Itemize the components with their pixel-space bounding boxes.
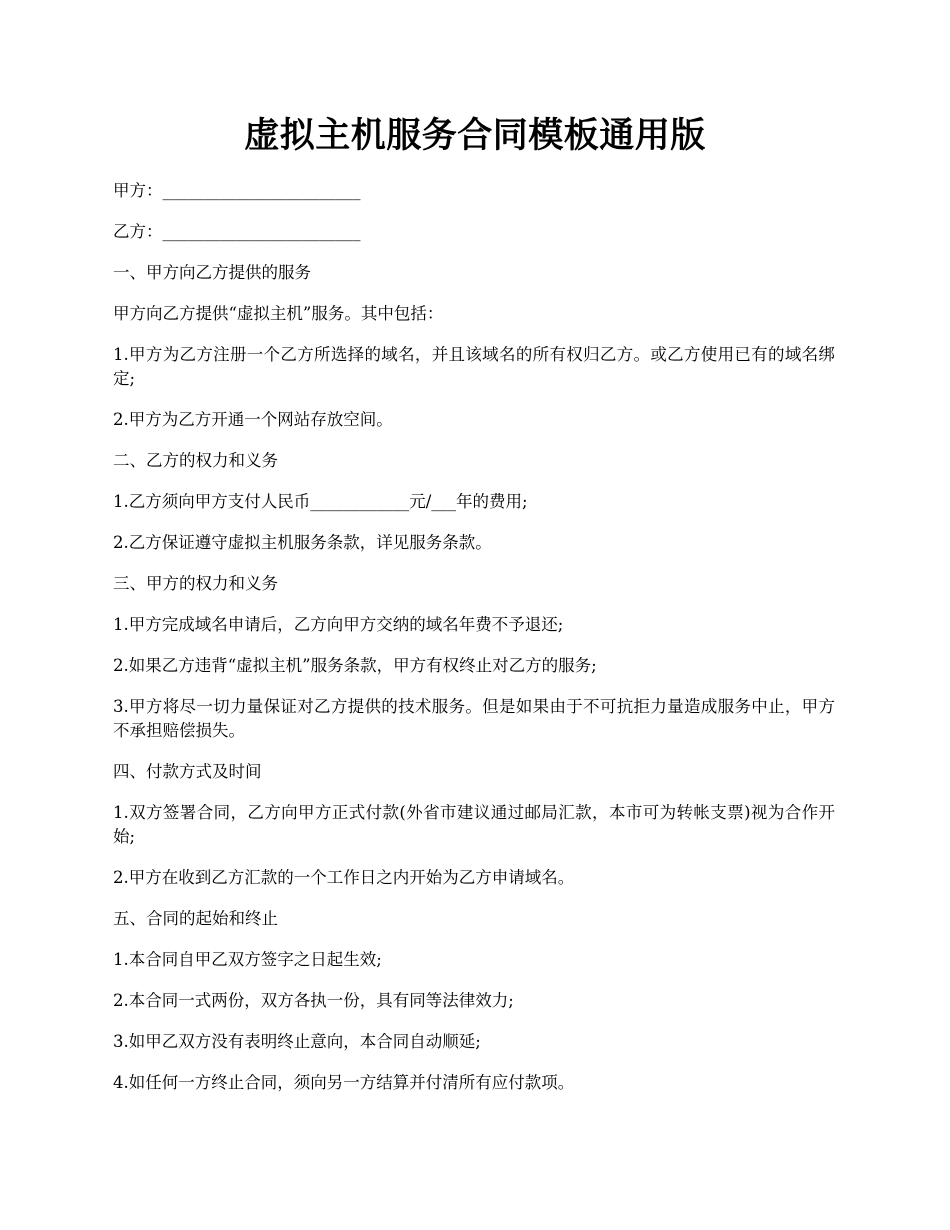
clause-3-2: 2.如果乙方违背“虚拟主机”服务条款，甲方有权终止对乙方的服务;	[113, 656, 597, 675]
section-heading-2: 二、乙方的权力和义务	[113, 451, 278, 470]
clause-4-2: 2.甲方在收到乙方汇款的一个工作日之内开始为乙方申请域名。	[113, 868, 575, 887]
clause-4-1: 1.双方签署合同，乙方向甲方正式付款(外省市建议通过邮局汇款，本市可为转帐支票)视为合作开始;	[113, 803, 835, 846]
clause-5-4: 4.如任何一方终止合同，须向另一方结算并付清所有应付款项。	[113, 1073, 575, 1092]
clause-3-1: 1.甲方完成域名申请后，乙方向甲方交纳的域名年费不予退还;	[113, 615, 564, 634]
document-title: 虚拟主机服务合同模板通用版	[244, 115, 706, 156]
party-a-line: 甲方：________________________	[113, 181, 361, 200]
clause-5-2: 2.本合同一式两份，双方各执一份，具有同等法律效力;	[113, 991, 514, 1010]
section-heading-1: 一、甲方向乙方提供的服务	[113, 263, 311, 282]
clause-3-3: 3.甲方将尽一切力量保证对乙方提供的技术服务。但是如果由于不可抗拒力量造成服务中止，甲方不承担赔偿损失。	[113, 697, 835, 740]
clause-5-1: 1.本合同自甲乙双方签字之日起生效;	[113, 950, 382, 969]
clause-1-2: 2.甲方为乙方开通一个网站存放空间。	[113, 410, 393, 429]
section-heading-5: 五、合同的起始和终止	[113, 909, 278, 928]
clause-2-1: 1.乙方须向甲方支付人民币____________元/___年的费用;	[113, 492, 528, 511]
clause-1-1: 1.甲方为乙方注册一个乙方所选择的域名，并且该域名的所有权归乙方。或乙方使用已有的域名绑定;	[113, 345, 835, 388]
clause-2-2: 2.乙方保证遵守虚拟主机服务条款，详见服务条款。	[113, 533, 492, 552]
party-b-line: 乙方：________________________	[113, 222, 361, 241]
paragraph: 甲方向乙方提供“虚拟主机”服务。其中包括：	[113, 304, 444, 323]
document-body	[113, 179, 835, 1112]
section-heading-3: 三、甲方的权力和义务	[113, 574, 278, 593]
section-heading-4: 四、付款方式及时间	[113, 762, 262, 781]
clause-5-3: 3.如甲乙双方没有表明终止意向，本合同自动顺延;	[113, 1032, 481, 1051]
